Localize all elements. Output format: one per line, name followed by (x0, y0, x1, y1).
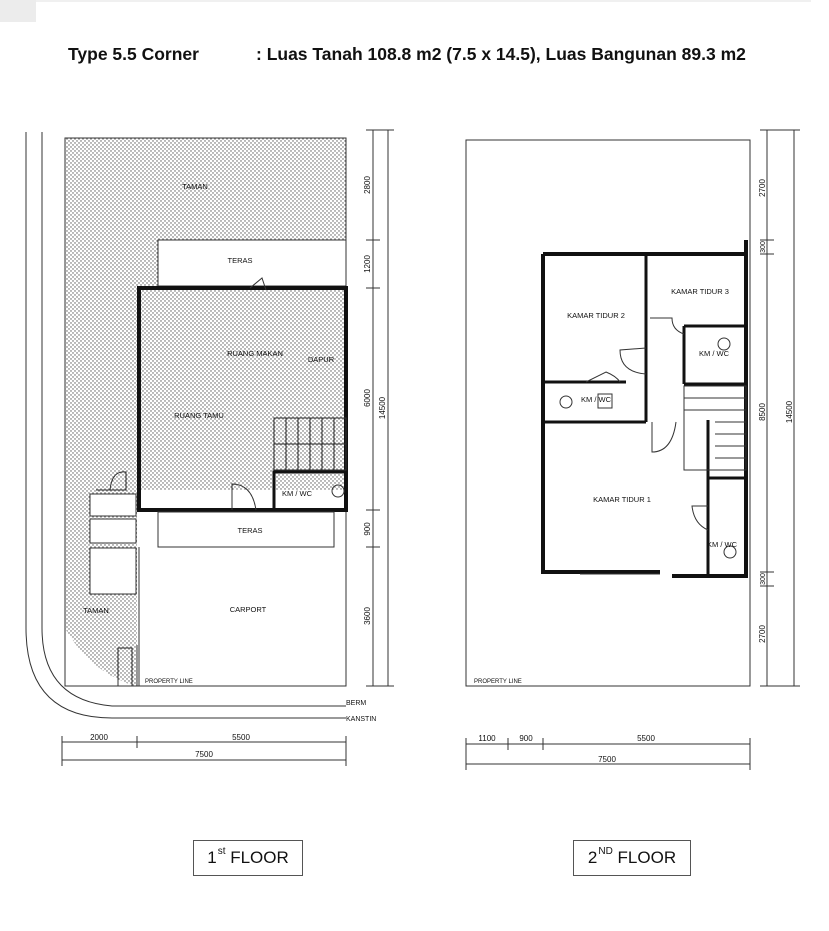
dim-v-2700-top: 2700 (758, 179, 767, 197)
label-teras-front: TERAS (237, 526, 263, 535)
dim-h-5500-2f: 5500 (637, 734, 655, 743)
label-dapur: DAPUR (307, 355, 335, 364)
first-floor-plan (26, 130, 394, 766)
dim-v-2700-bottom: 2700 (758, 625, 767, 643)
label-property-line-1f: PROPERTY LINE (145, 679, 193, 685)
floor-word: FLOOR (225, 848, 289, 867)
dim-h-total-2f: 7500 (598, 755, 616, 764)
floor-number: 1 (207, 848, 217, 867)
stepping-stone (90, 494, 136, 516)
second-floor-label (573, 840, 691, 876)
floor-word: FLOOR (612, 848, 677, 867)
first-floor-label (193, 840, 303, 876)
label-taman-side: TAMAN (83, 606, 109, 615)
door-swing (650, 318, 684, 334)
dim-v-total-1f: 14500 (378, 396, 387, 420)
dim-v-total-2f: 14500 (785, 400, 794, 424)
toilet-2f-mid (560, 396, 572, 408)
label-kmwc-top: KM / WC (699, 349, 729, 358)
label-ruang-makan: RUANG MAKAN (227, 349, 283, 358)
label-kamar-tidur-2: KAMAR TIDUR 2 (567, 311, 625, 320)
label-kmwc-mid: KM / WC (581, 395, 611, 404)
second-floor-plan (466, 130, 800, 770)
dim-v-6000: 6000 (363, 389, 372, 407)
property-line-2f (466, 140, 750, 686)
dim-v-300-top: 300 (760, 241, 767, 253)
label-property-line-2f: PROPERTY LINE (474, 679, 522, 685)
dim-v-1200: 1200 (363, 255, 372, 273)
label-kamar-tidur-1: KAMAR TIDUR 1 (593, 495, 651, 504)
plan-area-info: : Luas Tanah 108.8 m2 (7.5 x 14.5), Luas Bangunan 89.3 m2 (256, 44, 746, 64)
label-taman-top: TAMAN (182, 182, 208, 191)
label-kmwc-bottom: KM / WC (707, 540, 737, 549)
plan-type-title: Type 5.5 Corner (68, 44, 199, 64)
label-kamar-tidur-3: KAMAR TIDUR 3 (671, 287, 729, 296)
label-kmwc-1f: KM / WC (282, 489, 312, 498)
dim-h-1100: 1100 (478, 734, 496, 743)
floor-number: 2 (587, 848, 598, 867)
floor-suffix: st (217, 846, 226, 857)
dim-v-8500: 8500 (758, 403, 767, 421)
dim-h-900: 900 (519, 734, 533, 743)
dim-v-900: 900 (363, 522, 372, 536)
door-swing (652, 422, 676, 452)
door-swing (692, 506, 708, 530)
dim-v-3600: 3600 (363, 607, 372, 625)
label-berm: BERM (346, 700, 367, 707)
label-carport: CARPORT (229, 605, 267, 614)
stepping-stone (90, 519, 136, 543)
dim-h-5500: 5500 (232, 733, 250, 742)
dim-v-300-bottom: 300 (760, 573, 767, 585)
stair-2f (684, 386, 746, 470)
label-ruang-tamu: RUANG TAMU (174, 411, 224, 420)
label-teras-back: TERAS (227, 256, 253, 265)
floor-suffix: ND (598, 846, 613, 857)
stepping-stone (90, 548, 136, 594)
dim-h-total-1f: 7500 (195, 750, 213, 759)
label-kanstin: KANSTIN (346, 716, 377, 723)
dim-v-2800: 2800 (363, 176, 372, 194)
door-swing (620, 348, 646, 374)
dim-h-2000: 2000 (90, 733, 108, 742)
